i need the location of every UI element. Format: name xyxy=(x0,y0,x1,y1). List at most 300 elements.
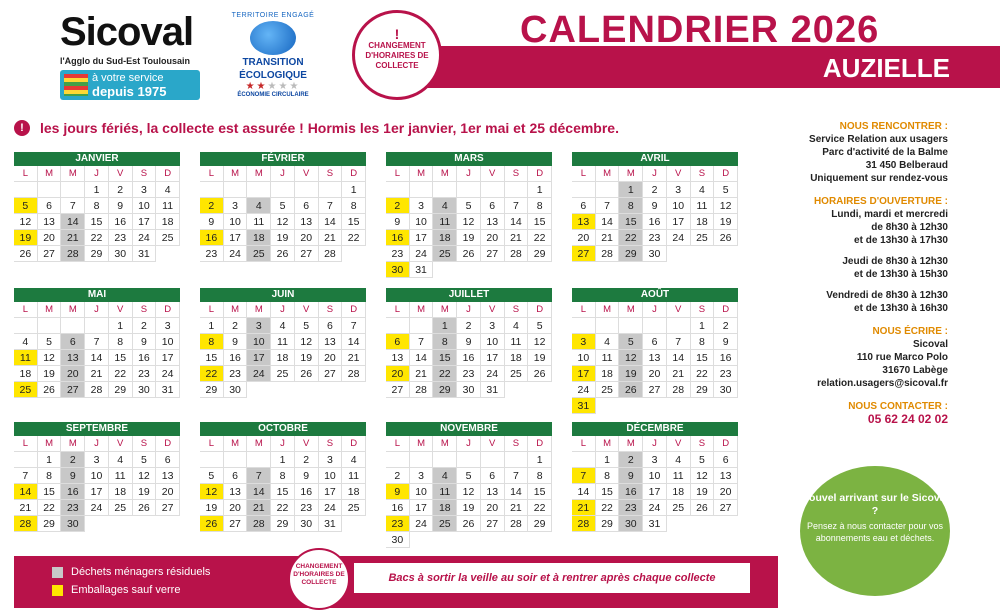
day-cell: 29 xyxy=(433,382,457,398)
day-cell: 6 xyxy=(643,334,667,350)
day-cell: 14 xyxy=(319,214,343,230)
day-cell: 1 xyxy=(528,452,552,468)
weekday-header: D xyxy=(342,302,366,318)
day-cell: 24 xyxy=(156,366,180,382)
day-cell: 29 xyxy=(528,516,552,532)
day-cell: 28 xyxy=(667,382,691,398)
day-cell: 24 xyxy=(481,366,505,382)
weekday-header: V xyxy=(481,166,505,182)
day-cell: 22 xyxy=(38,500,62,516)
month-days xyxy=(200,436,366,532)
day-cell: 27 xyxy=(481,516,505,532)
empty-cell xyxy=(200,182,224,198)
day-cell: 12 xyxy=(457,214,481,230)
day-cell: 25 xyxy=(596,382,620,398)
weekday-header: M xyxy=(596,166,620,182)
weekday-header: S xyxy=(691,436,715,452)
day-cell: 9 xyxy=(133,334,157,350)
new-resident-bubble: Nouvel arrivant sur le Sicoval ? Pensez à nous contacter pour vos abonnements eau et déchets. xyxy=(800,466,950,596)
weekday-header: J xyxy=(457,302,481,318)
weekday-header: S xyxy=(691,302,715,318)
day-cell: 29 xyxy=(85,246,109,262)
gray-swatch xyxy=(52,567,63,578)
month-name: MARS xyxy=(386,152,552,166)
weekday-header: J xyxy=(457,166,481,182)
day-cell: 30 xyxy=(386,262,410,278)
day-cell: 15 xyxy=(691,350,715,366)
weekday-header: V xyxy=(109,166,133,182)
day-cell: 5 xyxy=(619,334,643,350)
day-cell: 27 xyxy=(319,366,343,382)
day-cell: 21 xyxy=(596,230,620,246)
transition-ecologique-logo: TERRITOIRE ENGAGÉ TRANSITION ÉCOLOGIQUE ★★★★★ ÉCONOMIE CIRCULAIRE xyxy=(228,12,318,98)
day-cell: 31 xyxy=(319,516,343,532)
day-cell: 9 xyxy=(109,198,133,214)
day-cell: 16 xyxy=(386,500,410,516)
weekday-header: V xyxy=(481,302,505,318)
day-cell: 15 xyxy=(433,350,457,366)
day-cell: 6 xyxy=(481,468,505,484)
empty-cell xyxy=(410,318,434,334)
day-cell: 14 xyxy=(61,214,85,230)
day-cell: 21 xyxy=(247,500,271,516)
weekday-header: L xyxy=(386,436,410,452)
day-cell: 21 xyxy=(85,366,109,382)
day-cell: 3 xyxy=(481,318,505,334)
day-cell: 30 xyxy=(619,516,643,532)
weekday-header: V xyxy=(667,166,691,182)
contact-heading: NOUS CONTACTER : xyxy=(848,401,948,412)
empty-cell xyxy=(271,182,295,198)
month-days xyxy=(200,302,366,398)
day-cell: 4 xyxy=(271,318,295,334)
day-cell: 11 xyxy=(14,350,38,366)
month-days xyxy=(386,166,552,278)
weekday-header: M xyxy=(38,166,62,182)
day-cell: 11 xyxy=(667,468,691,484)
day-cell: 27 xyxy=(38,246,62,262)
empty-cell xyxy=(572,182,596,198)
day-cell: 7 xyxy=(61,198,85,214)
day-cell: 9 xyxy=(643,198,667,214)
day-cell: 14 xyxy=(596,214,620,230)
collection-note: Bacs à sortir la veille au soir et à rentrer après chaque collecte xyxy=(354,563,750,593)
day-cell: 14 xyxy=(247,484,271,500)
email-link[interactable]: relation.usagers@sicoval.fr xyxy=(817,378,948,389)
day-cell: 10 xyxy=(156,334,180,350)
day-cell: 10 xyxy=(247,334,271,350)
weekday-header: M xyxy=(224,166,248,182)
weekday-header: S xyxy=(319,302,343,318)
day-cell: 23 xyxy=(619,500,643,516)
empty-cell xyxy=(505,182,529,198)
weekday-header: L xyxy=(572,166,596,182)
day-cell: 21 xyxy=(572,500,596,516)
day-cell: 16 xyxy=(457,350,481,366)
day-cell: 17 xyxy=(156,350,180,366)
day-cell: 18 xyxy=(156,214,180,230)
day-cell: 21 xyxy=(410,366,434,382)
month-2 xyxy=(386,152,552,278)
day-cell: 19 xyxy=(619,366,643,382)
day-cell: 30 xyxy=(295,516,319,532)
day-cell: 6 xyxy=(386,334,410,350)
day-cell: 8 xyxy=(433,334,457,350)
day-cell: 10 xyxy=(410,214,434,230)
day-cell: 3 xyxy=(410,468,434,484)
day-cell: 6 xyxy=(224,468,248,484)
day-cell: 25 xyxy=(247,246,271,262)
day-cell: 10 xyxy=(572,350,596,366)
day-cell: 26 xyxy=(457,246,481,262)
weekday-header: M xyxy=(410,166,434,182)
day-cell: 29 xyxy=(38,516,62,532)
day-cell: 30 xyxy=(61,516,85,532)
day-cell: 26 xyxy=(714,230,738,246)
day-cell: 20 xyxy=(224,500,248,516)
day-cell: 14 xyxy=(410,350,434,366)
weekday-header: M xyxy=(596,302,620,318)
weekday-header: L xyxy=(14,302,38,318)
day-cell: 12 xyxy=(528,334,552,350)
empty-cell xyxy=(433,452,457,468)
day-cell: 10 xyxy=(481,334,505,350)
day-cell: 16 xyxy=(200,230,224,246)
phone-number[interactable]: 05 62 24 02 02 xyxy=(867,412,948,426)
day-cell: 3 xyxy=(572,334,596,350)
weekday-header: L xyxy=(200,302,224,318)
weekday-header: D xyxy=(714,166,738,182)
day-cell: 19 xyxy=(295,350,319,366)
day-cell: 19 xyxy=(133,484,157,500)
day-cell: 6 xyxy=(295,198,319,214)
day-cell: 1 xyxy=(85,182,109,198)
day-cell: 26 xyxy=(133,500,157,516)
day-cell: 11 xyxy=(342,468,366,484)
day-cell: 29 xyxy=(596,516,620,532)
day-cell: 13 xyxy=(319,334,343,350)
weekday-header: M xyxy=(410,302,434,318)
day-cell: 23 xyxy=(457,366,481,382)
day-cell: 30 xyxy=(224,382,248,398)
day-cell: 6 xyxy=(38,198,62,214)
day-cell: 1 xyxy=(38,452,62,468)
day-cell: 13 xyxy=(224,484,248,500)
weekday-header: M xyxy=(247,302,271,318)
stars-icon: ★★★★★ xyxy=(245,81,301,92)
holiday-notice: ! les jours fériés, la collecte est assurée ! Hormis les 1er janvier, 1er mai et 25 décembre. xyxy=(14,120,619,136)
day-cell: 17 xyxy=(643,484,667,500)
weekday-header: V xyxy=(667,436,691,452)
weekday-header: M xyxy=(61,166,85,182)
day-cell: 22 xyxy=(109,366,133,382)
day-cell: 15 xyxy=(528,214,552,230)
day-cell: 26 xyxy=(38,382,62,398)
weekday-header: D xyxy=(342,436,366,452)
month-days xyxy=(386,436,552,548)
day-cell: 18 xyxy=(247,230,271,246)
day-cell: 18 xyxy=(505,350,529,366)
weekday-header: J xyxy=(85,302,109,318)
day-cell: 7 xyxy=(505,198,529,214)
month-1 xyxy=(200,152,366,262)
weekday-header: M xyxy=(433,436,457,452)
day-cell: 6 xyxy=(61,334,85,350)
weekday-header: M xyxy=(619,436,643,452)
empty-cell xyxy=(572,452,596,468)
day-cell: 16 xyxy=(224,350,248,366)
day-cell: 3 xyxy=(133,182,157,198)
day-cell: 5 xyxy=(14,198,38,214)
day-cell: 30 xyxy=(109,246,133,262)
sicoval-logo xyxy=(60,10,200,100)
day-cell: 20 xyxy=(481,230,505,246)
weekday-header: M xyxy=(61,436,85,452)
weekday-header: V xyxy=(295,436,319,452)
day-cell: 19 xyxy=(200,500,224,516)
day-cell: 1 xyxy=(596,452,620,468)
month-name: FÉVRIER xyxy=(200,152,366,166)
day-cell: 1 xyxy=(200,318,224,334)
empty-cell xyxy=(596,318,620,334)
day-cell: 31 xyxy=(481,382,505,398)
empty-cell xyxy=(643,318,667,334)
day-cell: 23 xyxy=(386,246,410,262)
day-cell: 7 xyxy=(667,334,691,350)
empty-cell xyxy=(85,318,109,334)
day-cell: 17 xyxy=(224,230,248,246)
globe-icon xyxy=(250,21,296,55)
day-cell: 24 xyxy=(643,500,667,516)
day-cell: 12 xyxy=(14,214,38,230)
day-cell: 9 xyxy=(457,334,481,350)
day-cell: 5 xyxy=(457,198,481,214)
day-cell: 29 xyxy=(109,382,133,398)
day-cell: 10 xyxy=(85,468,109,484)
day-cell: 13 xyxy=(714,468,738,484)
day-cell: 7 xyxy=(505,468,529,484)
day-cell: 3 xyxy=(643,452,667,468)
empty-cell xyxy=(386,318,410,334)
empty-cell xyxy=(410,182,434,198)
day-cell: 31 xyxy=(133,246,157,262)
month-name: JUILLET xyxy=(386,288,552,302)
day-cell: 23 xyxy=(714,366,738,382)
day-cell: 12 xyxy=(295,334,319,350)
empty-cell xyxy=(433,182,457,198)
month-name: JUIN xyxy=(200,288,366,302)
empty-cell xyxy=(481,182,505,198)
month-name: NOVEMBRE xyxy=(386,422,552,436)
empty-cell xyxy=(457,182,481,198)
weekday-header: M xyxy=(619,302,643,318)
day-cell: 7 xyxy=(85,334,109,350)
day-cell: 31 xyxy=(572,398,596,414)
day-cell: 21 xyxy=(319,230,343,246)
day-cell: 1 xyxy=(691,318,715,334)
weekday-header: M xyxy=(61,302,85,318)
day-cell: 16 xyxy=(109,214,133,230)
day-cell: 10 xyxy=(643,468,667,484)
day-cell: 2 xyxy=(61,452,85,468)
schedule-change-badge: ! CHANGEMENT D'HORAIRES DE COLLECTE xyxy=(352,10,442,100)
month-name: AOÛT xyxy=(572,288,738,302)
day-cell: 25 xyxy=(505,366,529,382)
day-cell: 4 xyxy=(247,198,271,214)
weekday-header: L xyxy=(572,436,596,452)
day-cell: 28 xyxy=(85,382,109,398)
month-10 xyxy=(386,422,552,548)
day-cell: 6 xyxy=(572,198,596,214)
day-cell: 6 xyxy=(714,452,738,468)
day-cell: 10 xyxy=(319,468,343,484)
day-cell: 13 xyxy=(481,484,505,500)
day-cell: 14 xyxy=(505,484,529,500)
day-cell: 17 xyxy=(572,366,596,382)
day-cell: 11 xyxy=(433,214,457,230)
day-cell: 9 xyxy=(200,214,224,230)
day-cell: 9 xyxy=(295,468,319,484)
day-cell: 15 xyxy=(271,484,295,500)
day-cell: 24 xyxy=(410,246,434,262)
day-cell: 15 xyxy=(38,484,62,500)
day-cell: 7 xyxy=(572,468,596,484)
day-cell: 12 xyxy=(200,484,224,500)
day-cell: 16 xyxy=(133,350,157,366)
contact-info: NOUS RENCONTRER : Service Relation aux usagers Parc d'activité de la Balme 31 450 Belberaud Uniquement sur rendez-vous HORAIRES D'OUVERTURE : Lundi, mardi et mercredi de 8h30 à 12h30 et de 13h30 à 17h30 Jeudi de 8h30 à 12h30 et de 13h30 à 15h30 Vendredi de 8h30 à 12h30 et de 13h30 à 16h30 NOUS ÉCRIRE : Sicoval 110 rue Marco Polo 31670 Labège relation.usagers@sicoval.fr NOUS CONTACTER : 05 62 24 02 02 xyxy=(770,120,948,426)
day-cell: 8 xyxy=(271,468,295,484)
day-cell: 2 xyxy=(224,318,248,334)
weekday-header: J xyxy=(643,436,667,452)
day-cell: 3 xyxy=(410,198,434,214)
day-cell: 2 xyxy=(386,198,410,214)
day-cell: 3 xyxy=(247,318,271,334)
day-cell: 16 xyxy=(714,350,738,366)
weekday-header: D xyxy=(156,436,180,452)
weekday-header: J xyxy=(85,166,109,182)
empty-cell xyxy=(14,452,38,468)
weekday-header: D xyxy=(156,302,180,318)
legend-change-badge: CHANGEMENT D'HORAIRES DE COLLECTE xyxy=(288,548,350,610)
weekday-header: L xyxy=(386,302,410,318)
day-cell: 9 xyxy=(386,484,410,500)
weekday-header: V xyxy=(667,302,691,318)
day-cell: 9 xyxy=(619,468,643,484)
stripes-icon xyxy=(64,74,88,96)
day-cell: 1 xyxy=(271,452,295,468)
day-cell: 20 xyxy=(38,230,62,246)
day-cell: 17 xyxy=(410,500,434,516)
day-cell: 24 xyxy=(224,246,248,262)
day-cell: 27 xyxy=(295,246,319,262)
day-cell: 8 xyxy=(528,468,552,484)
day-cell: 18 xyxy=(596,366,620,382)
day-cell: 5 xyxy=(528,318,552,334)
weekday-header: M xyxy=(38,302,62,318)
day-cell: 7 xyxy=(342,318,366,334)
weekday-header: M xyxy=(619,166,643,182)
weekday-header: M xyxy=(410,436,434,452)
day-cell: 19 xyxy=(457,230,481,246)
day-cell: 6 xyxy=(156,452,180,468)
month-name: JANVIER xyxy=(14,152,180,166)
day-cell: 28 xyxy=(319,246,343,262)
day-cell: 26 xyxy=(457,516,481,532)
empty-cell xyxy=(224,452,248,468)
day-cell: 18 xyxy=(667,484,691,500)
day-cell: 5 xyxy=(457,468,481,484)
day-cell: 25 xyxy=(109,500,133,516)
weekday-header: D xyxy=(528,436,552,452)
day-cell: 18 xyxy=(109,484,133,500)
logo-wordmark: Sicoval xyxy=(60,10,194,54)
day-cell: 14 xyxy=(14,484,38,500)
day-cell: 22 xyxy=(200,366,224,382)
hours-heading: HORAIRES D'OUVERTURE : xyxy=(813,196,948,207)
day-cell: 30 xyxy=(714,382,738,398)
empty-cell xyxy=(14,182,38,198)
day-cell: 12 xyxy=(38,350,62,366)
empty-cell xyxy=(319,182,343,198)
day-cell: 28 xyxy=(14,516,38,532)
day-cell: 17 xyxy=(85,484,109,500)
month-days xyxy=(572,302,738,414)
day-cell: 25 xyxy=(271,366,295,382)
day-cell: 29 xyxy=(528,246,552,262)
day-cell: 22 xyxy=(528,230,552,246)
day-cell: 18 xyxy=(14,366,38,382)
day-cell: 13 xyxy=(643,350,667,366)
day-cell: 5 xyxy=(271,198,295,214)
weekday-header: M xyxy=(38,436,62,452)
day-cell: 15 xyxy=(85,214,109,230)
empty-cell xyxy=(386,182,410,198)
day-cell: 29 xyxy=(271,516,295,532)
day-cell: 27 xyxy=(572,246,596,262)
day-cell: 19 xyxy=(14,230,38,246)
day-cell: 20 xyxy=(156,484,180,500)
day-cell: 11 xyxy=(156,198,180,214)
weekday-header: M xyxy=(433,166,457,182)
commune-name: AUZIELLE xyxy=(822,53,950,83)
day-cell: 6 xyxy=(481,198,505,214)
weekday-header: D xyxy=(528,166,552,182)
day-cell: 17 xyxy=(667,214,691,230)
day-cell: 14 xyxy=(667,350,691,366)
day-cell: 2 xyxy=(200,198,224,214)
day-cell: 2 xyxy=(619,452,643,468)
month-0 xyxy=(14,152,180,262)
day-cell: 2 xyxy=(109,182,133,198)
empty-cell xyxy=(667,318,691,334)
weekday-header: J xyxy=(271,436,295,452)
day-cell: 22 xyxy=(596,500,620,516)
day-cell: 19 xyxy=(714,214,738,230)
month-name: DÉCEMBRE xyxy=(572,422,738,436)
weekday-header: L xyxy=(386,166,410,182)
day-cell: 13 xyxy=(295,214,319,230)
day-cell: 15 xyxy=(342,214,366,230)
weekday-header: J xyxy=(85,436,109,452)
day-cell: 2 xyxy=(457,318,481,334)
day-cell: 2 xyxy=(714,318,738,334)
day-cell: 13 xyxy=(481,214,505,230)
day-cell: 20 xyxy=(319,350,343,366)
day-cell: 23 xyxy=(295,500,319,516)
day-cell: 18 xyxy=(433,230,457,246)
day-cell: 8 xyxy=(109,334,133,350)
day-cell: 4 xyxy=(433,198,457,214)
